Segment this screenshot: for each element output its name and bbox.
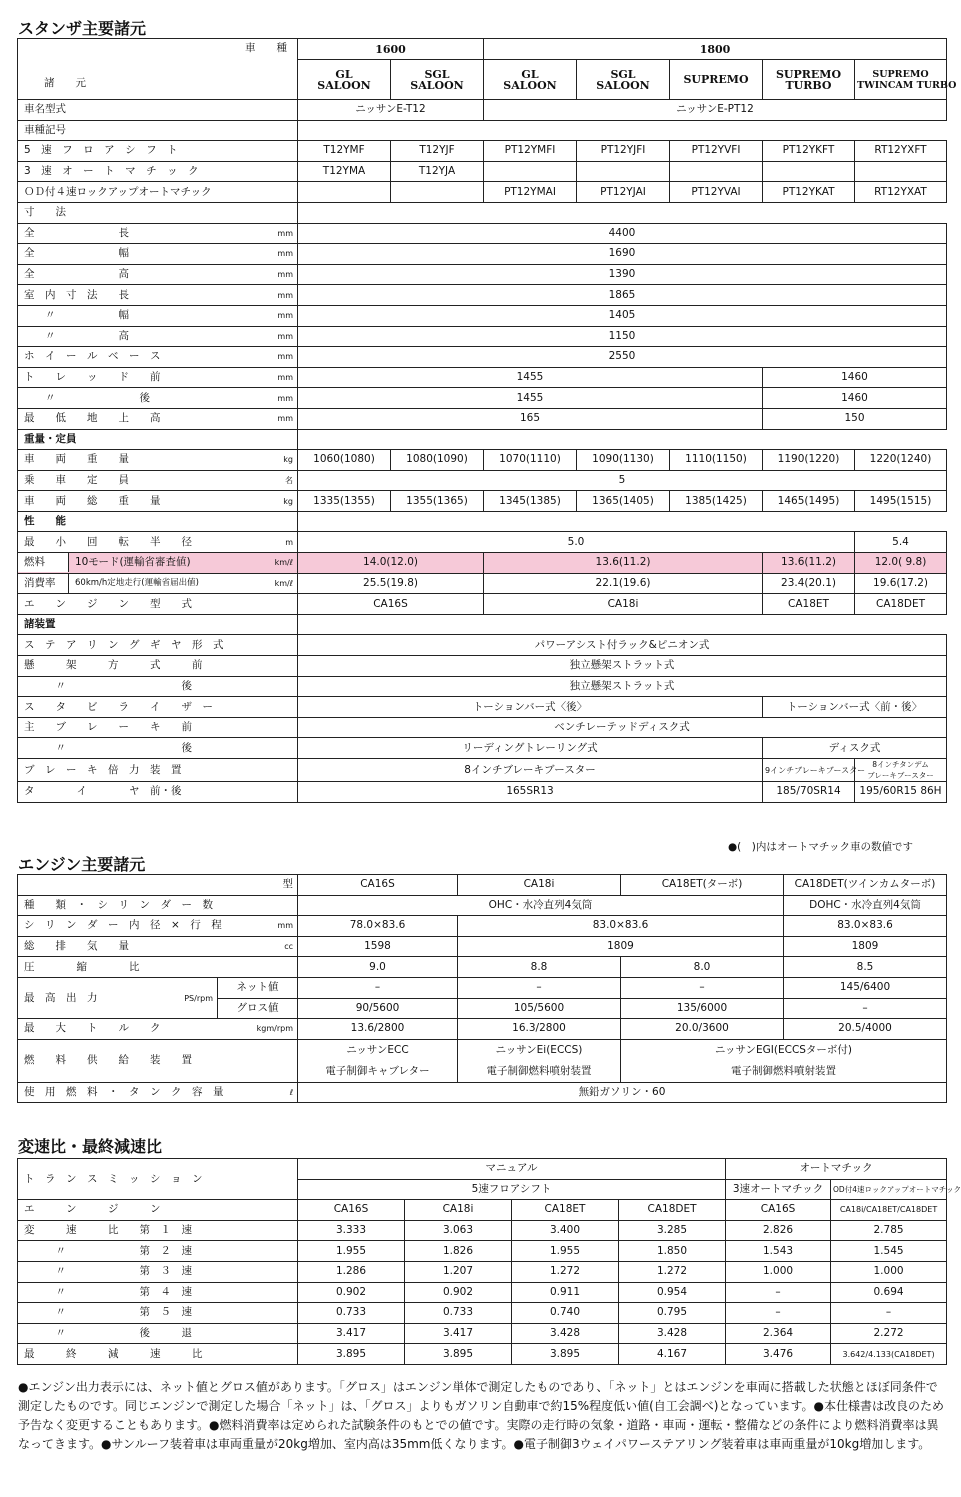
spec-table: [17, 38, 957, 803]
header-vehicle-type: 車 種: [245, 42, 287, 54]
table-row: 〃 後 独立懸架ストラット式: [18, 676, 947, 697]
table-row: 〃 第 ５ 速 0.733 0.733 0.740 0.795 – –: [18, 1303, 947, 1324]
table-row: 変 速 比 第 １ 速 3.333 3.063 3.400 3.285 2.826 2.785: [18, 1220, 947, 1241]
table-row: 3 速 オ ー ト マ チ ッ ク T12YMA T12YJA: [18, 161, 947, 182]
model-header: SGL SALOON: [391, 60, 484, 100]
table-row: 〃 第 ３ 速 1.286 1.207 1.272 1.272 1.000 1.000: [18, 1261, 947, 1282]
header-specs: 諸 元: [44, 77, 86, 89]
table-row: ト ラ ン ス ミ ッ シ ョ ン マニュアル オートマチック: [18, 1159, 947, 1180]
table-row: 5速フロアシフト 3速オートマチック OD付4速ロックアップオートマチック: [18, 1179, 947, 1200]
table-row: 室 内 寸 法 長 mm 1865: [18, 285, 947, 306]
table-row: ＯＤ付４速ロックアップオートマチック PT12YMAI PT12YJAI PT12YVAI PT12YKAT RT12YXAT: [18, 182, 947, 203]
table-row: 型 CA16S CA18i CA18ET(ターボ) CA18DET(ツインカムターボ): [18, 875, 947, 896]
gear-table: [17, 1158, 961, 1365]
table-row: 〃 後 退 3.417 3.417 3.428 3.428 2.364 2.272: [18, 1323, 947, 1344]
table-row: 車名型式 ニッサンE-T12 ニッサンE-PT12: [18, 100, 947, 121]
table-row: 〃 幅 mm 1405: [18, 305, 947, 326]
section-row: 重量・定員: [18, 429, 947, 450]
model-header: SGL SALOON: [577, 60, 670, 100]
at-note: ●( )内はオートマチック車の数値です: [728, 841, 914, 853]
table-row: エ ン ジ ン CA16S CA18i CA18ET CA18DET CA16S CA18i/CA18ET/CA18DET: [18, 1200, 947, 1221]
table-row: 乗 車 定 員 名 5: [18, 470, 947, 491]
table-row: 総 排 気 量 cc 1598 1809 1809: [18, 936, 947, 957]
table-row: 〃 第 ４ 速 0.902 0.902 0.911 0.954 – 0.694: [18, 1282, 947, 1303]
gear-title: 変速比・最終減速比: [18, 1137, 163, 1156]
table-row: ス タ ビ ラ イ ザ ー トーションバー式〈後〉 トーションバー式〈前・後〉: [18, 697, 947, 718]
table-row: 〃 第 ２ 速 1.955 1.826 1.955 1.850 1.543 1.545: [18, 1241, 947, 1262]
table-row: 〃 後 リーディングトレーリング式 ディスク式: [18, 738, 947, 759]
table-row: 懸 架 方 式 前 独立懸架ストラット式: [18, 656, 947, 677]
table-row: 〃 後 mm 1455 1460: [18, 388, 947, 409]
table-row: 使 用 燃 料 ・ タ ン ク 容 量 ℓ 無鉛ガソリン・60: [18, 1082, 947, 1103]
table-row: ブ レ ー キ 倍 力 装 置 8インチブレーキブースター 9インチブレーキブースター 8インチタンデム ブレーキブースター: [18, 759, 947, 782]
table-row: 全 長 mm 4400: [18, 223, 947, 244]
fuel-row-60kmh: 消費率 60km/h定地走行(運輸省届出値) km/ℓ 25.5(19.8) 22.1(19.6) 23.4(20.1) 19.6(17.2): [18, 573, 947, 594]
table-row: シ リ ン ダ ー 内 径 × 行 程 mm 78.0×83.6 83.0×83.6 83.0×83.6: [18, 916, 947, 937]
table-row: 燃 料 供 給 装 置 ニッサンECC 電子制御キャブレター ニッサンEi(ECCS) 電子制御燃料噴射装置 ニッサンEGI(ECCSターボ付) 電子制御燃料噴射装置: [18, 1039, 947, 1082]
table-row: 最 小 回 転 半 径 m 5.0 5.4: [18, 532, 947, 553]
group-1600: 1600: [298, 39, 484, 60]
footnote: ●エンジン出力表示には、ネット値とグロス値があります。「グロス」はエンジン単体で測定したものであり、「ネット」とはエンジンを車両に搭載した状態とほぼ同条件で測定したものです。同じエンジンで測定した場合「ネット」は、「グロス」よりもガソリン自動車で約15%程度低い値(自工会調べ)となっています。●本仕様書は改良のため予告なく変更することもあります。●燃料消費率は定められた試験条件のもとでの値です。実際の走行時の気象・道路・車両・運転・整備などの条件により燃料消費率は異なってきます。●サンルーフ装着車は車両重量が20kg増加、室内高は35mm低くなります。●電子制御3ウェイパワーステアリング装着車は車両重量が10kg増加します。: [18, 1380, 944, 1451]
table-row: 主 ブ レ ー キ 前 ベンチレーテッドディスク式: [18, 717, 947, 738]
model-header: SUPREMO TWINCAM TURBO: [855, 60, 947, 100]
table-row: 最 終 減 速 比 3.895 3.895 3.895 4.167 3.476 3.642/4.133(CA18DET): [18, 1344, 947, 1365]
engine-table: [17, 874, 947, 1103]
section-row: 性 能: [18, 511, 947, 532]
section-row: 車種記号: [18, 120, 947, 141]
section-row: 寸 法: [18, 202, 947, 223]
table-row: タ イ ヤ 前・後 165SR13 185/70SR14 195/60R15 86H: [18, 782, 947, 803]
spec-title: スタンザ主要諸元: [18, 19, 147, 38]
table-row: 最 低 地 上 高 mm 165 150: [18, 408, 947, 429]
table-row: 全 高 mm 1390: [18, 264, 947, 285]
table-row: ホ イ ー ル ベ ー ス mm 2550: [18, 347, 947, 368]
section-row: 諸装置: [18, 614, 947, 635]
engine-title: エンジン主要諸元: [18, 855, 146, 874]
model-header: SUPREMO TURBO: [763, 60, 855, 100]
table-row: ス テ ア リ ン グ ギ ヤ 形 式 パワーアシスト付ラック&ピニオン式: [18, 635, 947, 656]
table-row: ト レ ッ ド 前 mm 1455 1460: [18, 367, 947, 388]
model-header: GL SALOON: [298, 60, 391, 100]
group-1800: 1800: [484, 39, 947, 60]
fuel-row-10mode: 燃料 10モード(運輸省審査値) km/ℓ 14.0(12.0) 13.6(11.2) 13.6(11.2) 12.0( 9.8): [18, 553, 947, 574]
table-row: 種 類 ・ シ リ ン ダ ー 数 OHC・水冷直列4気筒 DOHC・水冷直列4気筒: [18, 895, 947, 916]
table-row: 最 高 出 力 PS/rpm ネット値 – – – 145/6400: [18, 977, 947, 998]
table-row: 5 速 フ ロ ア シ フ ト T12YMF T12YJF PT12YMFI PT12YJFI PT12YVFI PT12YKFT RT12YXFT: [18, 141, 947, 162]
table-row: グロス値 90/5600 105/5600 135/6000 –: [18, 998, 947, 1019]
table-row: エ ン ジ ン 型 式 CA16S CA18i CA18ET CA18DET: [18, 594, 947, 615]
table-row: 車 両 総 重 量 kg 1335(1355) 1355(1365) 1345(1385) 1365(1405) 1385(1425) 1465(1495) 1495(1515): [18, 491, 947, 512]
table-row: 最 大 ト ル ク kgm/rpm 13.6/2800 16.3/2800 20.0/3600 20.5/4000: [18, 1019, 947, 1040]
table-row: 圧 縮 比 9.0 8.8 8.0 8.5: [18, 957, 947, 978]
table-row: 車 両 重 量 kg 1060(1080) 1080(1090) 1070(1110) 1090(1130) 1110(1150) 1190(1220) 1220(1240): [18, 450, 947, 471]
model-header: SUPREMO: [670, 60, 763, 100]
table-row: 全 幅 mm 1690: [18, 244, 947, 265]
table-row: 〃 高 mm 1150: [18, 326, 947, 347]
model-header: GL SALOON: [484, 60, 577, 100]
